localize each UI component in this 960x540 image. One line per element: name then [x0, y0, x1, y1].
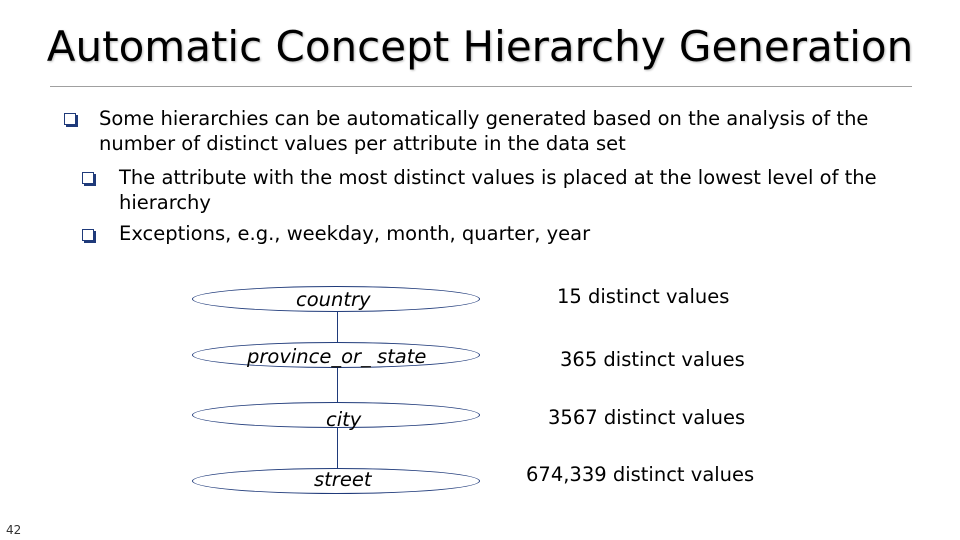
distinct-count-street: 674,339 distinct values: [526, 463, 755, 486]
sub-bullet-2: Exceptions, e.g., weekday, month, quarter, year: [119, 222, 591, 245]
node-label-country: country: [296, 288, 371, 311]
distinct-count-province-or-state: 365 distinct values: [560, 348, 745, 371]
bullet-main-line-1: Some hierarchies can be automatically generated based on the analysis of the: [99, 107, 869, 130]
bullet-square-icon: [64, 113, 76, 125]
node-label-province-or-state: province_or_ state: [247, 345, 427, 368]
distinct-count-country: 15 distinct values: [557, 285, 730, 308]
slide-title: Automatic Concept Hierarchy Generation: [46, 22, 914, 71]
sub-bullet-square-icon: [82, 229, 94, 241]
sub-bullet-1-line-1: The attribute with the most distinct values is placed at the lowest level of the: [119, 166, 877, 189]
node-label-city: city: [326, 408, 362, 431]
sub-bullet-square-icon: [82, 172, 94, 184]
title-divider: [50, 86, 912, 87]
bullet-main-line-2: number of distinct values per attribute in the data set: [99, 132, 626, 155]
node-label-street: street: [314, 468, 372, 491]
hierarchy-connector: [337, 426, 338, 474]
sub-bullet-1-line-2: hierarchy: [119, 191, 211, 214]
distinct-count-city: 3567 distinct values: [548, 406, 746, 429]
slide-number: 42: [6, 523, 22, 537]
